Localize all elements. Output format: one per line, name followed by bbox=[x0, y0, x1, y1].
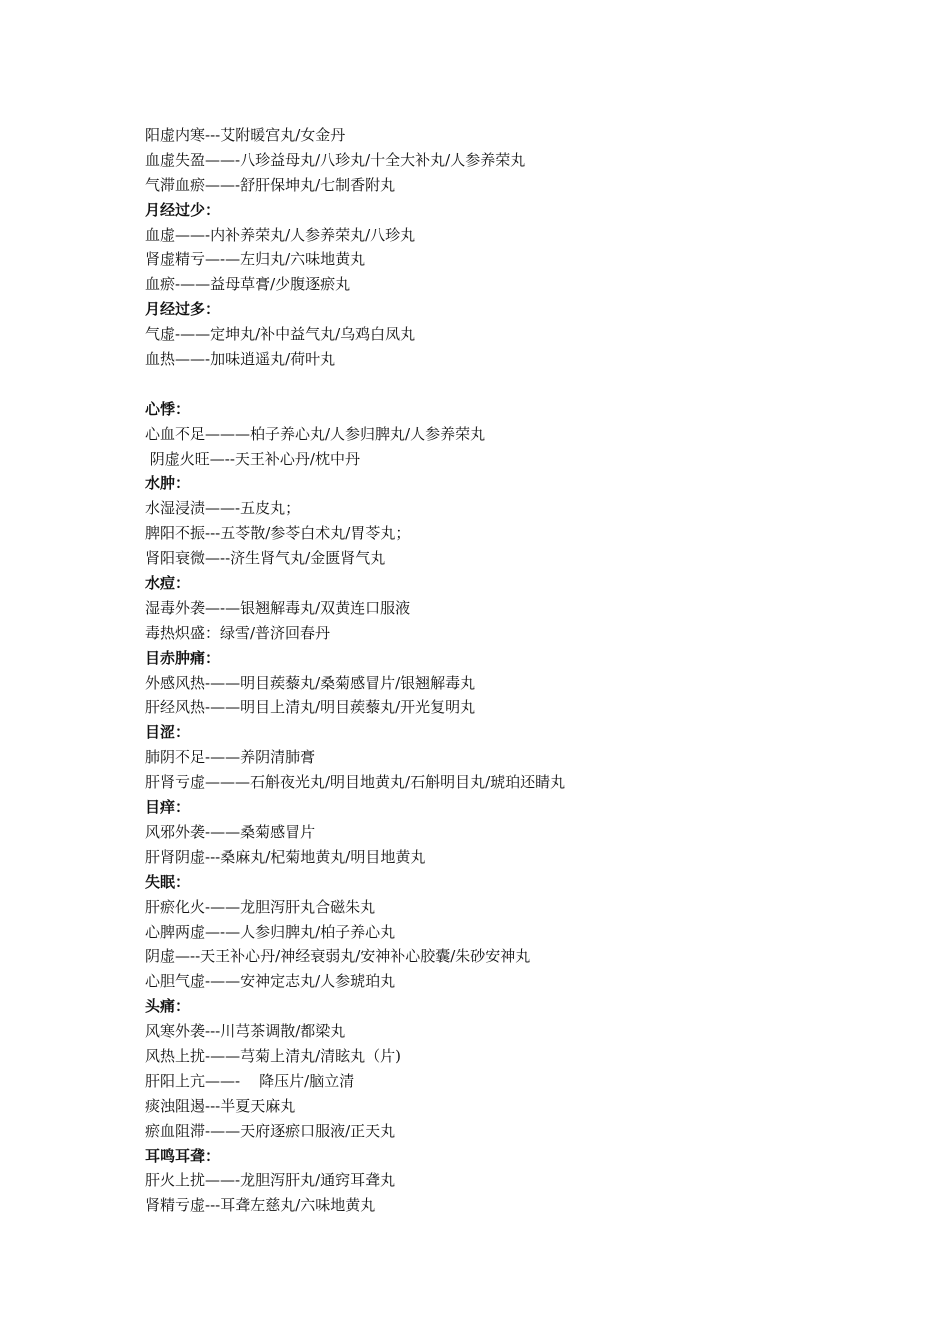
text-line: 风热上扰-——芎菊上清丸/清眩丸（片) bbox=[145, 1046, 401, 1065]
text-line: 阳虚内寒---艾附暖宫丸/女金丹 bbox=[145, 126, 346, 144]
text-line: 湿毒外袭—-—银翘解毒丸/双黄连口服液 bbox=[145, 598, 411, 617]
text-line: 血虚——-内补养荣丸/人参养荣丸/八珍丸 bbox=[145, 225, 416, 244]
text-line: 肾阳衰微—--济生肾气丸/金匮肾气丸 bbox=[145, 549, 386, 568]
section-heading: 水肿： bbox=[145, 474, 191, 493]
text-line: 心胆气虚-——安神定志丸/人参琥珀丸 bbox=[145, 972, 396, 991]
section-heading: 目痒： bbox=[145, 798, 191, 817]
blank-line bbox=[145, 372, 865, 397]
text-line: 肝瘀化火-——龙胆泻肝丸合磁朱丸 bbox=[145, 897, 376, 916]
text-line: 血热——-加味逍遥丸/荷叶丸 bbox=[145, 350, 336, 369]
text-line: 风寒外袭---川芎茶调散/都梁丸 bbox=[145, 1022, 346, 1041]
section-heading: 月经过多： bbox=[145, 300, 221, 319]
section-heading: 目涩： bbox=[145, 723, 191, 742]
text-line: 肝火上扰——-龙胆泻肝丸/通窍耳聋丸 bbox=[145, 1171, 396, 1190]
text-line: 肺阴不足-——养阴清肺膏 bbox=[145, 748, 316, 767]
document-content bbox=[145, 123, 865, 1218]
text-line: 肝肾亏虚———石斛夜光丸/明目地黄丸/石斛明目丸/琥珀还睛丸 bbox=[145, 773, 566, 792]
section-heading: 月经过少： bbox=[145, 200, 221, 219]
section-heading: 目赤肿痛： bbox=[145, 648, 221, 667]
text-line: 瘀血阻滞-——天府逐瘀口服液/正天丸 bbox=[145, 1121, 396, 1140]
text-line: 气虚-——定坤丸/补中益气丸/乌鸡白凤丸 bbox=[145, 325, 416, 344]
text-line: 痰浊阻遏---半夏天麻丸 bbox=[145, 1096, 296, 1115]
text-line: 阴虚—--天王补心丹/神经衰弱丸/安神补心胶囊/朱砂安神丸 bbox=[145, 947, 531, 966]
text-line: 肾虚精亏—-—左归丸/六味地黄丸 bbox=[145, 250, 366, 269]
text-line: 阴虚火旺—--天王补心丹/枕中丹 bbox=[145, 449, 360, 468]
text-line: 心脾两虚—-—人参归脾丸/柏子养心丸 bbox=[145, 922, 396, 941]
text-line: 血瘀-——益母草膏/少腹逐瘀丸 bbox=[145, 275, 351, 294]
text-line: 风邪外袭-——桑菊感冒片 bbox=[145, 822, 316, 841]
section-heading: 心悸： bbox=[145, 399, 191, 418]
text-line: 水湿浸渍——-五皮丸； bbox=[145, 499, 301, 518]
section-heading: 水痘： bbox=[145, 574, 191, 593]
text-line: 气滞血瘀——-舒肝保坤丸/七制香附丸 bbox=[145, 175, 396, 194]
section-heading: 失眠： bbox=[145, 872, 191, 891]
text-line: 毒热炽盛：绿雪/普济回春丹 bbox=[145, 623, 331, 642]
text-line: 肝经风热-——明目上清丸/明目蒺藜丸/开光复明丸 bbox=[145, 698, 476, 717]
text-line: 肾精亏虚---耳聋左慈丸/六味地黄丸 bbox=[145, 1196, 376, 1215]
text-line: 肝阳上亢——- 降压片/脑立清 bbox=[145, 1071, 355, 1090]
text-line: 肝肾阴虚---桑麻丸/杞菊地黄丸/明目地黄丸 bbox=[145, 847, 426, 866]
text-line: 心血不足———柏子养心丸/人参归脾丸/人参养荣丸 bbox=[145, 424, 486, 443]
text-line: 血虚失盈——-八珍益母丸/八珍丸/十全大补丸/人参养荣丸 bbox=[145, 150, 526, 169]
text-line: 脾阳不振---五苓散/参苓白术丸/胃苓丸； bbox=[145, 524, 411, 543]
section-heading: 耳鸣耳聋： bbox=[145, 1146, 221, 1165]
text-line: 外感风热-——明目蒺藜丸/桑菊感冒片/银翘解毒丸 bbox=[145, 673, 476, 692]
section-heading: 头痛： bbox=[145, 997, 191, 1016]
